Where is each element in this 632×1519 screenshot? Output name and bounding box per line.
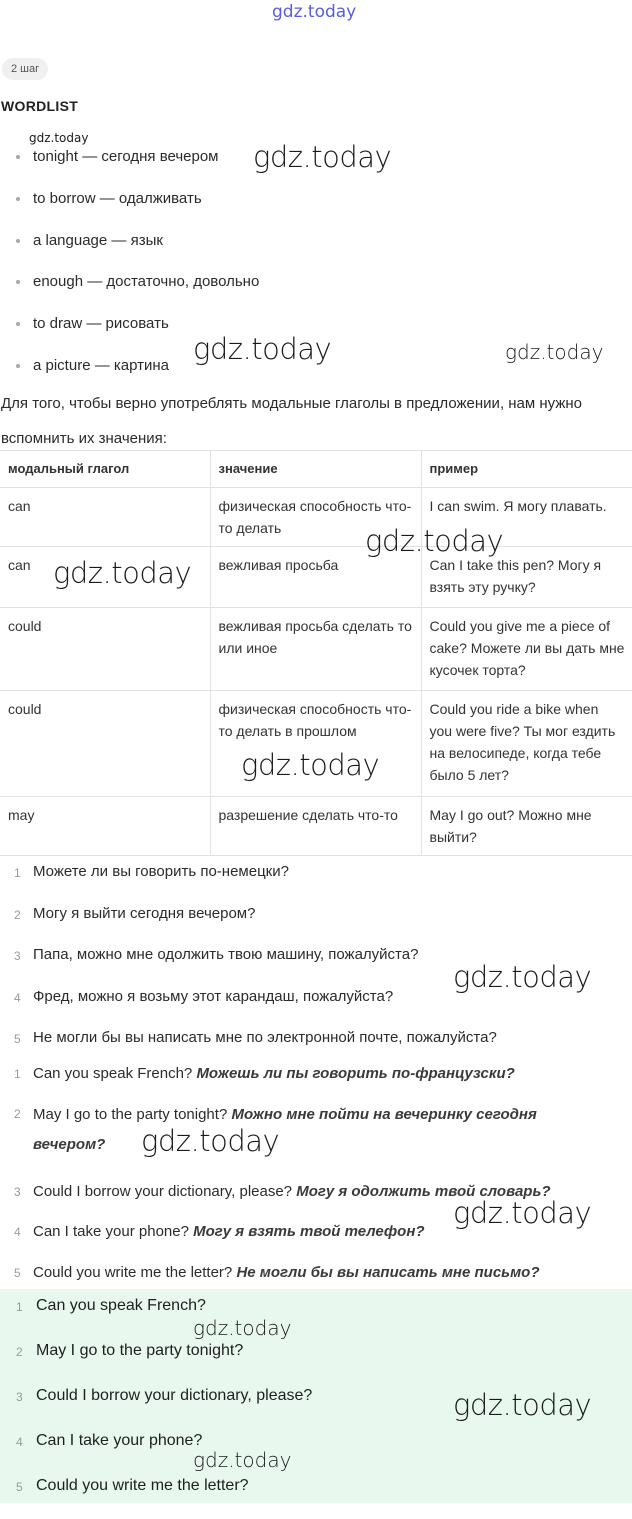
table-cell: Could you ride a bike when you were five? Ты мог ездить на велосипеде, когда тебе было 5 лет? [421, 691, 632, 797]
watermark: gdz.today [193, 332, 332, 366]
item-number: 2 [14, 1107, 21, 1121]
wordlist-item: to draw — рисовать [0, 303, 259, 345]
watermark: gdz.today [193, 1316, 292, 1340]
item-number: 1 [14, 1067, 21, 1081]
watermark: gdz.today [29, 131, 89, 145]
table-cell: May I go out? Можно мне выйти? [421, 797, 632, 856]
table-cell: I can swim. Я могу плавать. [421, 488, 632, 547]
watermark: gdz.today [453, 1388, 592, 1422]
list-item: 2 May I go to the party tonight? Можно мне пойти на вечеринку сегодня вечером? [0, 1099, 600, 1177]
item-number: 5 [14, 1266, 21, 1280]
table-row [0, 797, 632, 856]
list-item: 1 Can you speak French? Можешь ли пы говорить по-французски? [0, 1059, 600, 1099]
list-item: 3 Could I borrow your dictionary, please? [0, 1384, 312, 1429]
table-header: пример [421, 451, 632, 488]
table-cell: Could you give me a piece of cake? Можете ли вы дать мне кусочек торта? [421, 608, 632, 691]
bullet-icon [16, 364, 20, 368]
watermark: gdz.today [453, 960, 592, 994]
answer-list [0, 1059, 600, 1288]
item-number: 4 [16, 1435, 23, 1449]
site-watermark-top: gdz.today [272, 2, 357, 22]
watermark: gdz.today [253, 140, 392, 174]
table-cell: вежливая просьба [210, 547, 421, 608]
list-item: 5 Не могли бы вы написать мне по электронной почте, пожалуйста? [0, 1026, 497, 1068]
item-number: 5 [14, 1032, 21, 1046]
watermark: gdz.today [453, 1196, 592, 1230]
table-cell: вежливая просьба сделать то или иное [210, 608, 421, 691]
item-number: 5 [16, 1480, 23, 1494]
table-cell: разрешение сделать что-то [210, 797, 421, 856]
bullet-icon [16, 322, 20, 326]
table-cell: can [0, 547, 210, 608]
wordlist-item: a language — язык [0, 220, 259, 262]
watermark: gdz.today [505, 340, 604, 364]
wordlist-item: tonight — сегодня вечером [0, 136, 259, 178]
table-header: значение [210, 451, 421, 488]
table-row [0, 608, 632, 691]
table-cell: could [0, 608, 210, 691]
table-cell: физическая способность что-то делать [210, 488, 421, 547]
step-badge: 2 шаг [2, 58, 48, 80]
table-cell: физическая способность что-то делать в прошлом [210, 691, 421, 797]
bullet-icon [16, 239, 20, 243]
bullet-icon [16, 155, 20, 159]
list-item: 3 Папа, можно мне одолжить твою машину, пожалуйста? [0, 943, 497, 985]
bullet-icon [16, 197, 20, 201]
list-item: 3 Could I borrow your dictionary, please? Могу я одолжить твой словарь? [0, 1177, 600, 1217]
list-item: 5 Could you write me the letter? Не могли бы вы написать мне письмо? [0, 1258, 600, 1288]
modal-verbs-table [0, 450, 632, 856]
table-cell: can [0, 488, 210, 547]
item-number: 1 [16, 1300, 23, 1314]
list-item: 1 Можете ли вы говорить по-немецки? [0, 860, 497, 902]
table-cell: may [0, 797, 210, 856]
watermark: gdz.today [193, 1448, 292, 1472]
item-number: 3 [14, 949, 21, 963]
item-number: 3 [14, 1185, 21, 1199]
list-item: 5 Could you write me the letter? [0, 1474, 312, 1519]
watermark: gdz.today [241, 748, 380, 782]
watermark: gdz.today [53, 556, 192, 590]
list-item: 2 Могу я выйти сегодня вечером? [0, 902, 497, 944]
table-header: модальный глагол [0, 451, 210, 488]
item-number: 4 [14, 1225, 21, 1239]
table-cell: could [0, 691, 210, 797]
list-item: 4 Can I take your phone? [0, 1429, 312, 1474]
table-header-row [0, 451, 632, 488]
watermark: gdz.today [141, 1124, 280, 1158]
intro-paragraph: Для того, чтобы верно употреблять модальные глаголы в предложении, нам нужно вспомнить их значения: [1, 395, 582, 447]
item-number: 2 [14, 907, 21, 922]
table-cell: Can I take this pen? Могу я взять эту ручку? [421, 547, 632, 608]
wordlist-item: enough — достаточно, довольно [0, 261, 259, 303]
table-row [0, 488, 632, 547]
wordlist-item: to borrow — одалживать [0, 178, 259, 220]
item-number: 3 [16, 1390, 23, 1404]
wordlist-item: a picture — картина [0, 345, 259, 387]
question-list [0, 860, 497, 1068]
list-item: 1 Can you speak French? [0, 1294, 312, 1339]
wordlist-heading: WORDLIST [1, 98, 79, 114]
item-number: 2 [16, 1345, 23, 1359]
item-number: 1 [14, 866, 21, 880]
watermark: gdz.today [365, 524, 504, 558]
list-item: 4 Can I take your phone? Могу я взять твой телефон? [0, 1217, 600, 1258]
item-number: 4 [14, 990, 21, 1005]
list-item: 2 May I go to the party tonight? [0, 1339, 312, 1384]
bullet-icon [16, 280, 20, 284]
list-item: 4 Фред, можно я возьму этот карандаш, пожалуйста? [0, 985, 497, 1027]
